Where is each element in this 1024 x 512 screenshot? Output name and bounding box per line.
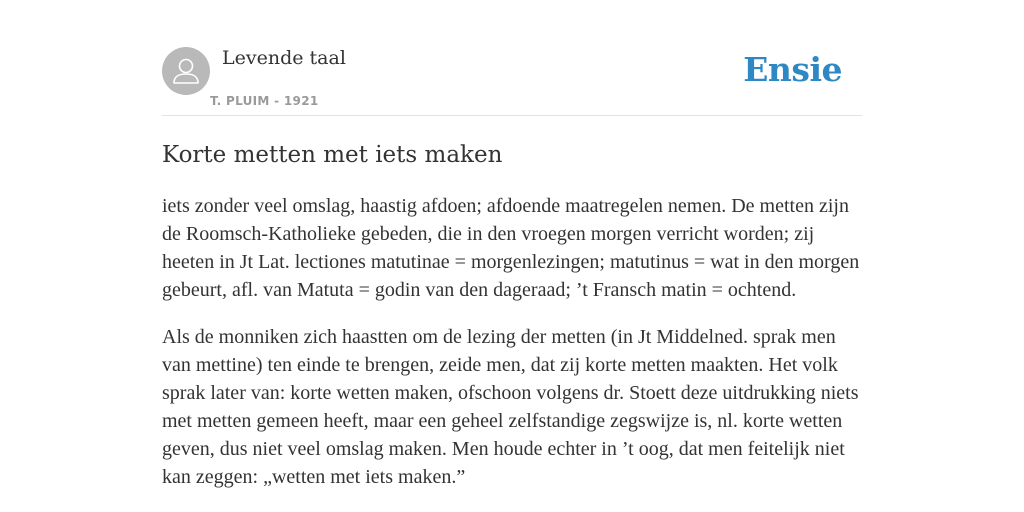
entry-body [162, 192, 862, 510]
page [162, 0, 862, 512]
book-title[interactable]: Levende taal [222, 47, 346, 69]
entry-paragraph: Als de monniken zich haastten om de lezing der metten (in Jt Middelned. sprak men van mettine) ten einde te brengen, zeide men, dat zij korte metten maakten. Het volk sprak later van: korte wetten maken, ofschoon volgens dr. Stoett deze uitdrukking niets met metten gemeen heeft, maar een geheel zelfstandige zegswijze is, nl. korte wetten geven, dus niet veel omslag maken. Men houde echter in ’t oog, dat men feitelijk niet kan zeggen: „wetten met iets maken.” [162, 326, 859, 488]
ensie-logo[interactable]: Ensie [743, 50, 842, 89]
user-avatar-icon [162, 47, 210, 95]
author-year-byline: T. PLUIM - 1921 [210, 94, 319, 108]
header [162, 0, 862, 116]
entry-title: Korte metten met iets maken [162, 142, 503, 168]
entry-paragraph: iets zonder veel omslag, haastig afdoen; afdoende maatregelen nemen. De metten zijn de Roomsch-Katholieke gebeden, die in den vroegen morgen verricht worden; zij heeten in Jt Lat. lectiones matutinae = morgenlezingen; matutinus = wat in den morgen gebeurt, afl. van Matuta = godin van den dageraad; ’t Fransch matin = ochtend. [162, 195, 860, 301]
